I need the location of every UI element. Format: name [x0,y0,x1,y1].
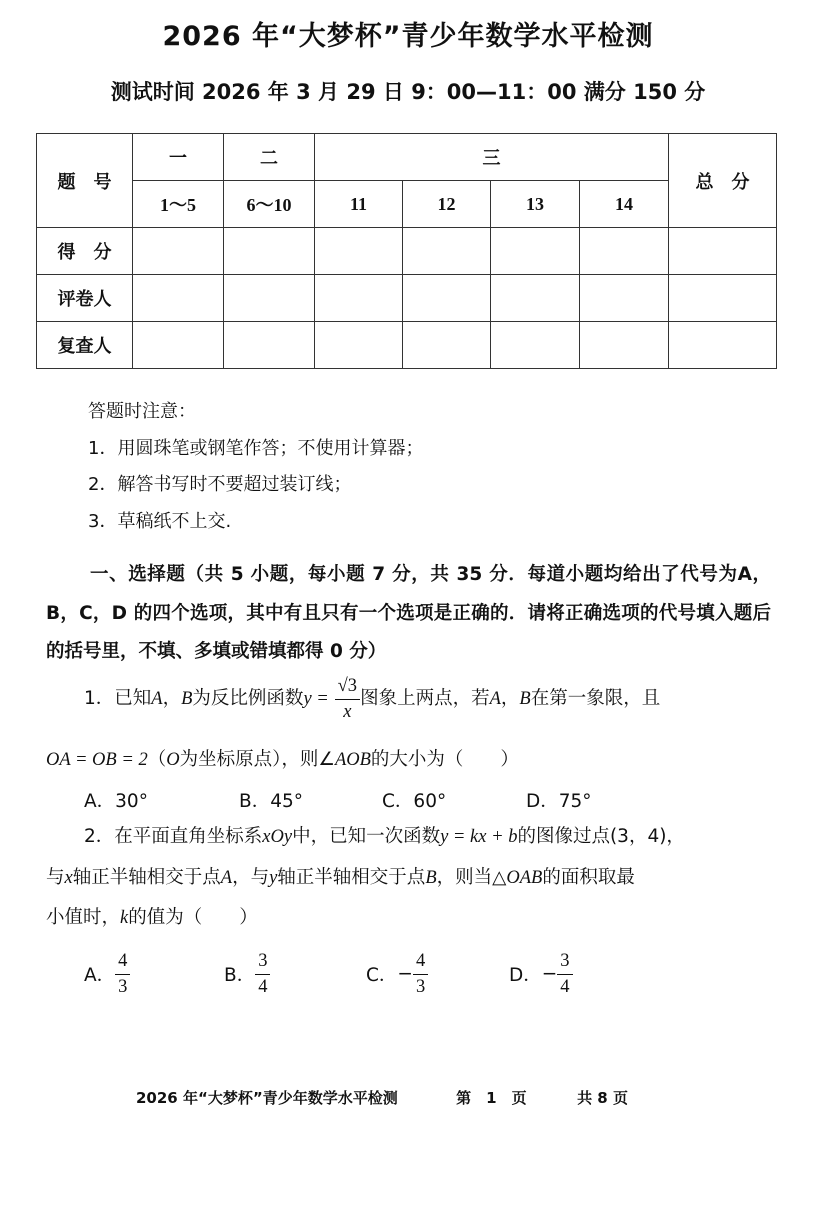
y-axis: y [269,868,278,888]
option-c [366,952,428,996]
q2-text: 2．在平面直角坐标系 [84,826,263,847]
column-header: 1～5 [133,181,224,228]
formula-oa-ob: OA = OB = 2 [46,750,148,770]
score-cell [133,322,224,369]
score-table [36,133,777,369]
fraction-denominator: 3 [118,976,128,997]
point-b: B [519,689,531,709]
q2-text: 的图像过点(3，4)， [517,826,685,847]
option-sign: − [397,963,413,985]
score-cell [491,322,580,369]
fraction-numerator: 4 [115,952,130,975]
footer-total-pages: 共 8 页 [577,1089,628,1107]
option-fraction [255,952,270,996]
group-header-2: 二 [224,134,315,181]
option-a [84,952,130,996]
q1-text: 图象上两点，若 [360,688,490,709]
instruction-item: 2．解答书写时不要超过装订线； [88,474,352,495]
coord-system: xOy [262,827,293,847]
option-fraction [413,952,428,996]
score-cell [580,275,669,322]
score-cell [315,228,403,275]
option-c: C．60° [382,791,447,812]
point-a: A [151,689,163,709]
score-cell [224,228,315,275]
column-header: 13 [491,181,580,228]
score-cell [224,275,315,322]
total-score-header: 总 分 [669,134,777,228]
footer-title: 2026 年“大梦杯”青少年数学水平检测 [136,1089,398,1107]
instructions [88,394,423,540]
q1-text: 1．已知 [84,688,152,709]
fraction-denominator: 4 [560,976,570,997]
fraction-numerator: 3 [255,952,270,975]
q2-text: 小值时， [46,907,121,928]
option-label: A． [84,965,116,986]
q1-text: 为反比例函数 [192,688,304,709]
option-label: B． [224,965,256,986]
q2-text: 中，已知一次函数 [292,826,441,847]
question-2-line-3 [46,898,776,938]
score-cell [580,228,669,275]
fraction-numerator: 3 [557,952,572,975]
question-1-line-2 [46,740,776,780]
score-cell [315,322,403,369]
option-fraction [115,952,130,996]
option-label: D． [509,965,542,986]
option-d [509,952,573,996]
column-header: 12 [403,181,491,228]
question-1-line-1 [84,674,814,724]
q1-text: （ [147,749,167,770]
score-cell [669,228,777,275]
linear-function: y = kx + b [440,827,518,847]
column-header: 6～10 [224,181,315,228]
point-a: A [220,868,233,888]
exam-title: 2026 年“大梦杯”青少年数学水平检测 [162,21,654,52]
instruction-item: 1．用圆珠笔或钢笔作答；不使用计算器； [88,437,424,459]
score-cell [580,322,669,369]
origin-o: O [166,750,180,770]
q1-text: 的大小为（ ） [370,749,519,770]
section-heading-text: 一、选择题（共 5 小题，每小题 7 分，共 35 分．每道小题均给出了代号为A，B，C，D 的四个选项，其中有且只有一个选项是正确的．请将正确选项的代号填入题后的括号里，不填、多填或错填都得 0 分） [46,564,771,662]
instruction-item: 3．草稿纸不上交. [88,510,232,532]
q2-text: 轴正半轴相交于点 [277,867,426,888]
q1-text: ， [162,688,182,709]
q2-text: ，与 [232,867,270,888]
x-axis: x [64,868,73,888]
question-2-line-1 [84,817,814,857]
row-label-grader: 评卷人 [37,275,133,322]
score-cell [133,275,224,322]
fraction-denominator: x [343,701,352,722]
option-b [224,952,270,996]
column-header: 11 [315,181,403,228]
score-cell [403,322,491,369]
q1-text: ， [500,688,520,709]
point-b: B [181,689,193,709]
score-cell [669,275,777,322]
option-label: C． [366,965,398,986]
row-label-reviewer: 复查人 [37,322,133,369]
option-sign: − [541,963,558,985]
row-label-score: 得 分 [37,228,133,275]
score-cell [133,228,224,275]
exam-subtitle: 测试时间 2026 年 3 月 29 日 9：00—11：00 满分 150 分 [110,80,706,104]
fraction-denominator: 3 [415,976,426,997]
option-a: A．30° [84,791,148,812]
formula-y: y = [303,689,329,709]
option-d: D．75° [526,791,592,812]
score-cell [315,275,403,322]
score-cell [224,322,315,369]
group-header-3: 三 [315,134,669,181]
score-cell [491,228,580,275]
q2-text: 的面积取最 [542,867,635,888]
question-2-line-2 [46,858,776,898]
section-heading [46,556,771,672]
fraction-numerator: √3 [335,677,360,700]
score-cell [403,275,491,322]
variable-k: k [120,908,129,928]
group-header-1: 一 [133,134,224,181]
q2-text: 的值为（ ） [128,907,258,928]
option-b: B．45° [239,791,303,812]
footer-page-number: 第 1 页 [456,1089,527,1107]
q1-text: 在第一象限，且 [530,688,661,709]
score-cell [669,322,777,369]
q2-text: ，则当△ [436,867,507,888]
q2-text: 与 [46,867,65,888]
q1-text: 为坐标原点），则∠ [179,749,335,770]
point-b: B [425,868,437,888]
score-cell [491,275,580,322]
fraction-numerator: 4 [413,952,428,975]
page-footer [136,1087,628,1108]
point-a: A [489,689,501,709]
option-fraction [557,952,572,996]
score-cell [403,228,491,275]
fraction-sqrt3-over-x [335,677,360,721]
instructions-heading: 答题时注意： [88,401,196,422]
fraction-denominator: 4 [258,976,268,997]
column-header: 14 [580,181,669,228]
triangle-oab: OAB [506,868,543,888]
angle-aob: AOB [334,750,371,770]
q2-text: 轴正半轴相交于点 [72,867,221,888]
row-header-question-number: 题 号 [37,134,133,228]
